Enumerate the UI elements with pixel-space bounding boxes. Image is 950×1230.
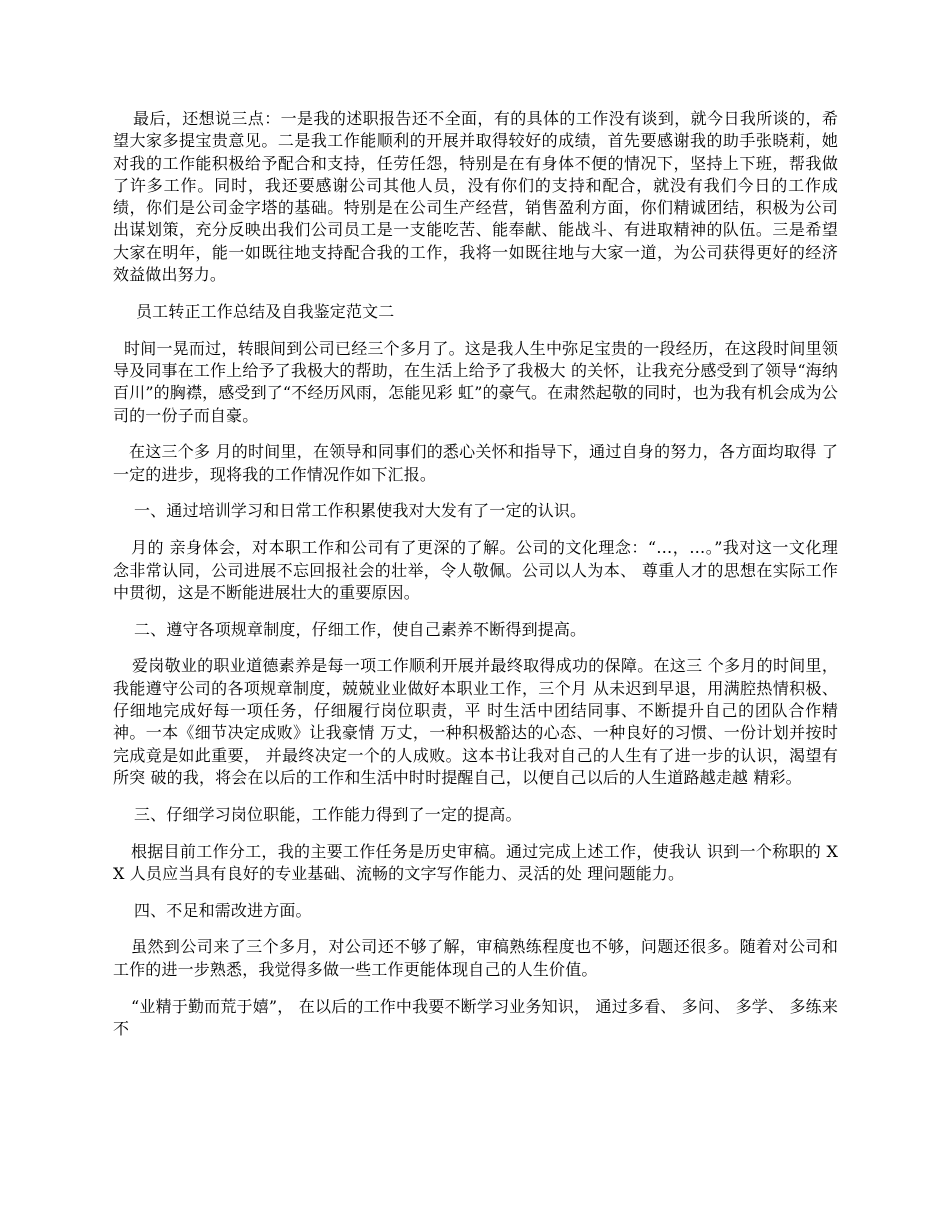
heading-section-4: 四、不足和需改进方面。 (134, 900, 312, 920)
paragraph-section-4: 虽然到公司来了三个多月，对公司还不够了解，审稿熟练程度也不够，问题还很多。随着对公司和工作的进一步熟悉，我觉得多做一些工作更能体现自己的人生价值。 (113, 937, 838, 979)
heading-section-3: 三、仔细学习岗位职能，工作能力得到了一定的提高。 (134, 804, 522, 824)
paragraph-final: “业精于勤而荒于嬉”， 在以后的工作中我要不断学习业务知识， 通过多看、 多问、 多学、 多练来不 (113, 996, 838, 1038)
document-body (113, 108, 838, 1040)
heading-section-1: 一、通过培训学习和日常工作积累使我对大发有了一定的认识。 (134, 501, 587, 521)
paragraph-section-2: 爱岗敬业的职业道德素养是每一项工作顺利开展并最终取得成功的保障。在这三 个多月的时间里，我能遵守公司的各项规章制度，兢兢业业做好本职业工作，三个月 从未迟到早退，用满腔热情积极、仔细地完成好每一项任务，仔细履行岗位职责，平 时生活中团结同事、不断提升自己的团队合作精神。一本《细节决定成败》让我豪情 万丈，一种积极豁达的心态、一种良好的习惯、一份计划并按时完成竟是如此重要， 并最终决定一个的人成败。这本书让我对自己的人生有了进一步的认识，渴望有所突 破的我，将会在以后的工作和生活中时时提醒自己，以便自己以后的人生道路越走越 精彩。 (113, 656, 838, 787)
section-title: 员工转正工作总结及自我鉴定范文二 (136, 301, 395, 321)
paragraph-intro: 时间一晃而过，转眼间到公司已经三个多月了。这是我人生中弥足宝贵的一段经历，在这段时间里领导及同事在工作上给予了我极大的帮助，在生活上给予了我极大 的关怀，让我充分感受到了领导“海纳百川”的胸襟，感受到了“不经历风雨，怎能见彩 虹”的豪气。在肃然起敬的同时，也为我有机会成为公司的一份子而自豪。 (113, 338, 838, 425)
paragraph-closing-remarks: 最后，还想说三点：一是我的述职报告还不全面，有的具体的工作没有谈到，就今日我所谈的，希望大家多提宝贵意见。二是我工作能顺利的开展并取得较好的成绩，首先要感谢我的助手张晓莉，她对我的工作能积极给予配合和支持，任劳任怨，特别是在有身体不便的情况下，坚持上下班，帮我做了许多工作。同时，我还要感谢公司其他人员，没有你们的支持和配合，就没有我们今日的工作成绩，你们是公司金字塔的基础。特别是在公司生产经营，销售盈利方面，你们精诚团结，积极为公司出谋划策，充分反映出我们公司员工是一支能吃苦、能奉献、能战斗、有进取精神的队伍。三是希望大家在明年，能一如既往地支持配合我的工作，我将一如既往地与大家一道，为公司获得更好的经济效益做出努力。 (113, 109, 838, 285)
paragraph-section-3: 根据目前工作分工，我的主要工作任务是历史审稿。通过完成上述工作，使我认 识到一个称职的 XX 人员应当具有良好的专业基础、流畅的文字写作能力、灵活的处 理问题能力。 (113, 841, 838, 883)
heading-section-2: 二、遵守各项规章制度，仔细工作，使自己素养不断得到提高。 (134, 619, 587, 639)
paragraph-overview: 在这三个多 月的时间里，在领导和同事们的悉心关怀和指导下，通过自身的努力，各方面均取得 了一定的进步，现将我的工作情况作如下汇报。 (113, 442, 838, 484)
paragraph-section-1: 月的 亲身体会，对本职工作和公司有了更深的了解。公司的文化理念：“…，…。”我对这一文化理念非常认同，公司进展不忘回报社会的壮举，令人敬佩。公司以人为本、 尊重人才的思想在实际工作中贯彻，这是不断能进展壮大的重要原因。 (113, 538, 838, 602)
